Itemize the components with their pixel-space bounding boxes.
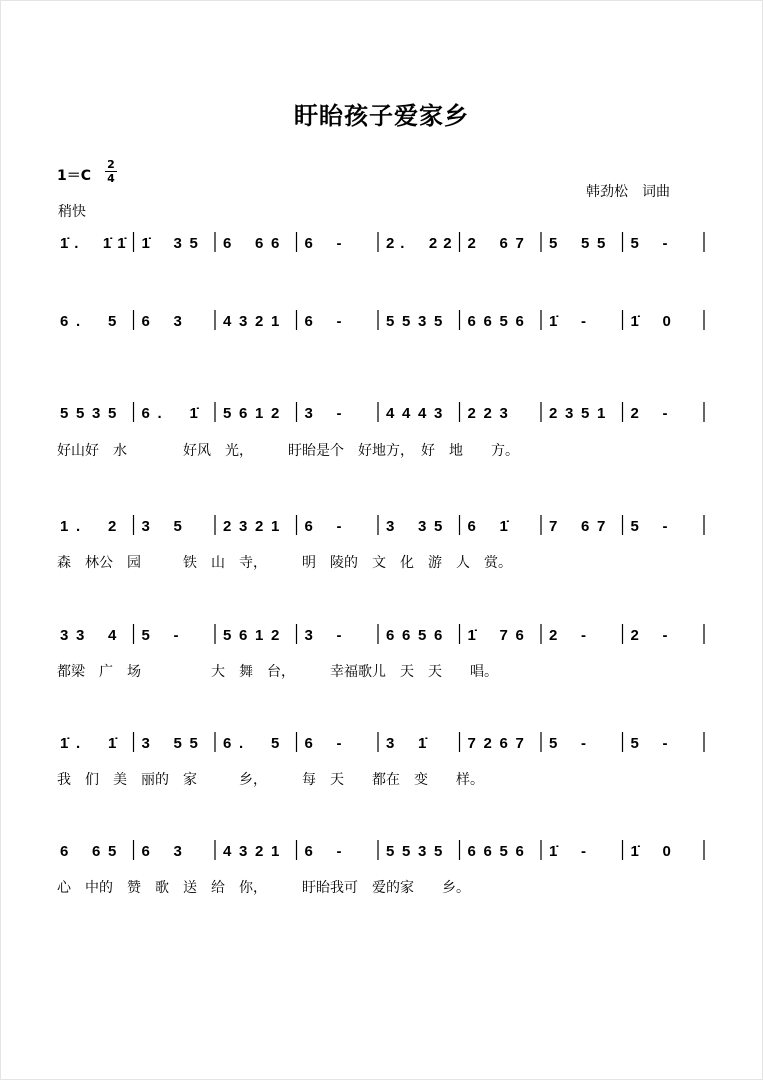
notation-row [60, 840, 704, 860]
note-glyph: 3 [386, 518, 395, 535]
note-glyph: 2 [271, 405, 280, 422]
note-glyph: - [336, 518, 342, 535]
note-glyph: 6 [271, 235, 280, 252]
note-glyph: 5 [549, 235, 558, 252]
note-glyph: 1̇ [467, 627, 476, 644]
note-glyph: 5 [386, 313, 395, 330]
note-glyph: 6 [141, 313, 150, 330]
notation-row [60, 402, 704, 422]
note-glyph: 5 [499, 313, 508, 330]
note-glyph: 1̇ [549, 313, 558, 330]
note-glyph: 5 [223, 405, 232, 422]
lyrics-line-4: 森 林公 园 铁 山 寺， 明 陵的 文 化 游 人 赏。 [57, 555, 512, 571]
note-glyph: 1 [271, 518, 280, 535]
note-glyph: . [400, 235, 405, 252]
note-glyph: 6 [141, 405, 150, 422]
note-glyph: - [581, 735, 586, 752]
note-glyph: 5 [630, 235, 639, 252]
note-glyph: 6 [304, 735, 313, 752]
note-glyph: 5 [108, 313, 117, 330]
note-glyph: 6 [467, 843, 476, 860]
note-glyph: 5 [173, 518, 182, 535]
note-glyph: - [581, 627, 586, 644]
note-glyph: 1̇ [499, 518, 508, 535]
note-glyph: 0 [662, 313, 671, 330]
note-glyph: 5 [141, 627, 150, 644]
note-glyph: 6 [141, 843, 150, 860]
note-glyph: 5 [76, 405, 85, 422]
note-glyph: 4 [386, 405, 395, 422]
note-glyph: 7 [597, 518, 606, 535]
note-glyph: 2 [223, 518, 232, 535]
song-title: 盱眙孩子爱家乡 [294, 101, 469, 130]
note-glyph: 4 [402, 405, 411, 422]
note-glyph: 6 [304, 843, 313, 860]
note-glyph: 2 [255, 518, 264, 535]
note-glyph: 6 [239, 627, 248, 644]
note-glyph: 1 [271, 313, 280, 330]
note-glyph: 1̇ [630, 313, 639, 330]
note-glyph: 4 [223, 313, 232, 330]
note-glyph: 7 [499, 627, 508, 644]
note-glyph: 6 [304, 518, 313, 535]
note-glyph: - [336, 313, 342, 330]
key-signature: 1＝C [57, 168, 92, 184]
note-glyph: 6 [467, 518, 476, 535]
note-glyph: 2 [483, 405, 492, 422]
note-glyph: 2 [549, 627, 558, 644]
note-glyph: - [662, 627, 668, 644]
note-glyph: 3 [239, 843, 248, 860]
note-glyph: 2 [108, 518, 117, 535]
note-glyph: 3 [434, 405, 443, 422]
note-glyph: 7 [515, 235, 524, 252]
note-glyph: 1̇ [630, 843, 639, 860]
note-glyph: 2 [255, 843, 264, 860]
note-glyph: 1̇ [141, 235, 150, 252]
note-glyph: 3 [418, 313, 427, 330]
note-glyph: 1 [60, 518, 69, 535]
note-glyph: 2 [483, 735, 492, 752]
note-glyph: 1̇ [108, 735, 117, 752]
lyrics-line-3: 好山好 水 好风 光， 盱眙是个 好地方， 好 地 方。 [57, 443, 519, 459]
note-glyph: 6 [515, 627, 524, 644]
note-glyph: 5 [581, 235, 590, 252]
note-glyph: 1̇ [117, 235, 126, 252]
note-glyph: 6 [499, 235, 508, 252]
note-glyph: 1̇ [549, 843, 558, 860]
note-glyph: . [76, 735, 81, 752]
lyrics-line-5: 都梁 广 场 大 舞 台， 幸福歌儿 天 天 唱。 [57, 664, 498, 680]
note-glyph: . [239, 735, 244, 752]
note-glyph: . [76, 313, 81, 330]
composer-credit: 韩劲松 词曲 [586, 184, 670, 200]
note-glyph: 3 [304, 627, 313, 644]
note-glyph: 6 [239, 405, 248, 422]
note-glyph: 5 [418, 627, 427, 644]
note-glyph: 2 [467, 235, 476, 252]
note-glyph: 5 [60, 405, 69, 422]
note-glyph: 5 [108, 405, 117, 422]
note-glyph: - [662, 518, 668, 535]
lyrics-line-6: 我 们 美 丽的 家 乡， 每 天 都在 变 样。 [57, 772, 484, 788]
note-glyph: 6 [60, 843, 69, 860]
note-glyph: 1̇ [102, 235, 112, 252]
note-glyph: - [336, 627, 342, 644]
note-glyph: 3 [141, 518, 150, 535]
note-glyph: 4 [418, 405, 427, 422]
note-glyph: 6 [60, 313, 69, 330]
note-glyph: 5 [271, 735, 280, 752]
note-glyph: 2 [443, 235, 452, 252]
note-glyph: 5 [189, 235, 198, 252]
note-glyph: 3 [173, 313, 182, 330]
note-glyph: 5 [386, 843, 395, 860]
note-glyph: 1̇ [418, 735, 427, 752]
note-glyph: 5 [223, 627, 232, 644]
notation-row [60, 624, 704, 644]
note-glyph: 5 [434, 518, 443, 535]
note-glyph: 2 [630, 627, 639, 644]
note-glyph: 3 [60, 627, 69, 644]
note-glyph: 4 [223, 843, 232, 860]
note-glyph: 6 [386, 627, 395, 644]
note-glyph: 5 [108, 843, 117, 860]
note-glyph: 1 [597, 405, 606, 422]
note-glyph: 1 [271, 843, 280, 860]
note-glyph: 6 [304, 313, 313, 330]
note-glyph: 3 [92, 405, 101, 422]
notation-row [60, 310, 704, 330]
note-glyph: 0 [662, 843, 671, 860]
note-glyph: 3 [499, 405, 508, 422]
note-glyph: - [581, 843, 586, 860]
note-glyph: 3 [239, 518, 248, 535]
note-glyph: 2 [271, 627, 280, 644]
note-glyph: 2 [428, 235, 438, 252]
notation-row [60, 232, 704, 252]
note-glyph: . [76, 518, 81, 535]
note-glyph: 1 [255, 405, 264, 422]
note-glyph: 7 [549, 518, 558, 535]
note-glyph: 1̇ [60, 735, 69, 752]
note-glyph: 3 [386, 735, 395, 752]
note-glyph: 5 [402, 313, 411, 330]
note-glyph: . [74, 235, 79, 252]
time-signature-bottom: 4 [107, 172, 115, 185]
note-glyph: 3 [565, 405, 574, 422]
note-glyph: 2 [386, 235, 395, 252]
tempo-marking: 稍快 [58, 204, 86, 220]
note-glyph: - [662, 735, 668, 752]
note-glyph: 5 [630, 518, 639, 535]
note-glyph: 6 [223, 235, 232, 252]
note-glyph: 6 [467, 313, 476, 330]
note-glyph: 5 [402, 843, 411, 860]
note-glyph: - [336, 735, 342, 752]
note-glyph: 6 [483, 843, 492, 860]
note-glyph: 3 [173, 843, 182, 860]
note-glyph: 6 [255, 235, 264, 252]
note-glyph: 6 [223, 735, 232, 752]
note-glyph: - [336, 843, 342, 860]
note-glyph: 1̇ [189, 405, 198, 422]
note-glyph: - [662, 235, 668, 252]
notation-row [60, 732, 704, 752]
note-glyph: 6 [483, 313, 492, 330]
note-glyph: 6 [304, 235, 313, 252]
note-glyph: . [157, 405, 162, 422]
note-glyph: 3 [239, 313, 248, 330]
note-glyph: 3 [76, 627, 85, 644]
note-glyph: 5 [189, 735, 198, 752]
note-glyph: 3 [304, 405, 313, 422]
note-glyph: 6 [515, 313, 524, 330]
note-glyph: 4 [108, 627, 117, 644]
note-glyph: 1̇ [60, 235, 69, 252]
note-glyph: 2 [467, 405, 476, 422]
note-glyph: - [336, 405, 342, 422]
note-glyph: 7 [467, 735, 476, 752]
note-glyph: 3 [173, 235, 182, 252]
note-glyph: 3 [418, 518, 427, 535]
note-glyph: 2 [630, 405, 639, 422]
note-glyph: 1 [255, 627, 264, 644]
note-glyph: - [662, 405, 668, 422]
note-glyph: - [173, 627, 179, 644]
notation-row [60, 515, 704, 535]
note-glyph: 7 [515, 735, 524, 752]
time-signature-top: 2 [107, 158, 115, 171]
note-glyph: - [336, 235, 342, 252]
note-glyph: 6 [499, 735, 508, 752]
note-glyph: 5 [630, 735, 639, 752]
note-glyph: 6 [434, 627, 443, 644]
note-glyph: 5 [549, 735, 558, 752]
note-glyph: 3 [141, 735, 150, 752]
note-glyph: 6 [402, 627, 411, 644]
note-glyph: 5 [434, 843, 443, 860]
note-glyph: 5 [597, 235, 606, 252]
note-glyph: 6 [581, 518, 590, 535]
note-glyph: 6 [92, 843, 101, 860]
note-glyph: 6 [515, 843, 524, 860]
note-glyph: 5 [434, 313, 443, 330]
lyrics-line-7: 心 中的 赞 歌 送 给 你， 盱眙我可 爱的家 乡。 [57, 880, 470, 896]
note-glyph: 2 [549, 405, 558, 422]
note-glyph: 5 [581, 405, 590, 422]
note-glyph: 5 [173, 735, 182, 752]
note-glyph: 2 [255, 313, 264, 330]
note-glyph: - [581, 313, 586, 330]
note-glyph: 5 [499, 843, 508, 860]
note-glyph: 3 [418, 843, 427, 860]
